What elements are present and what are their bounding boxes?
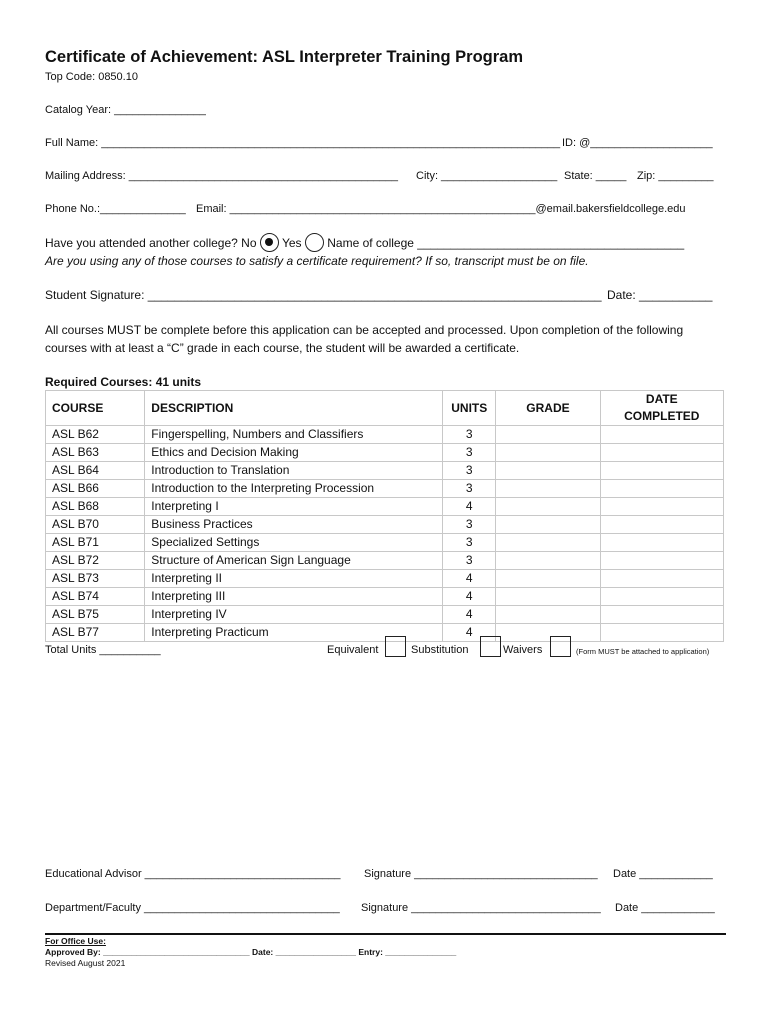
equivalent-label: Equivalent xyxy=(327,644,379,656)
required-courses-heading: Required Courses: 41 units xyxy=(45,375,202,389)
grade-cell[interactable] xyxy=(496,606,600,624)
substitution-label: Substitution xyxy=(411,644,469,656)
description-cell: Interpreting I xyxy=(145,498,443,516)
course-cell: ASL B77 xyxy=(46,624,145,642)
date-completed-header: DATE COMPLETED xyxy=(600,391,723,426)
units-cell: 4 xyxy=(443,570,496,588)
course-cell: ASL B71 xyxy=(46,534,145,552)
phone-field[interactable]: Phone No.:______________ xyxy=(45,203,186,215)
units-cell: 3 xyxy=(443,516,496,534)
table-row xyxy=(46,516,724,534)
description-cell: Business Practices xyxy=(145,516,443,534)
table-header-row xyxy=(46,391,724,426)
grade-cell[interactable] xyxy=(496,624,600,642)
grade-header: GRADE xyxy=(496,391,600,426)
zip-field[interactable]: Zip: _________ xyxy=(637,170,714,182)
state-field[interactable]: State: _____ xyxy=(564,170,627,182)
units-header: UNITS xyxy=(443,391,496,426)
office-approval-line: Approved By: _______________________________ Date: _________________ Entry: _______________ xyxy=(45,947,457,957)
units-cell: 4 xyxy=(443,498,496,516)
grade-cell[interactable] xyxy=(496,498,600,516)
units-cell: 4 xyxy=(443,588,496,606)
total-units-field[interactable]: Total Units __________ xyxy=(45,644,161,656)
course-cell: ASL B64 xyxy=(46,462,145,480)
units-cell: 3 xyxy=(443,552,496,570)
city-field[interactable]: City: ___________________ xyxy=(416,170,558,182)
other-college-question: Have you attended another college? xyxy=(45,236,238,250)
units-cell: 3 xyxy=(443,534,496,552)
description-cell: Ethics and Decision Making xyxy=(145,444,443,462)
units-cell: 3 xyxy=(443,444,496,462)
course-cell: ASL B75 xyxy=(46,606,145,624)
email-field[interactable]: Email: __________________________________________________@email.bakersfieldcollege.edu xyxy=(196,203,686,215)
advisor-date-field[interactable]: Date ____________ xyxy=(613,868,713,880)
office-use-title: For Office Use: xyxy=(45,936,106,946)
units-cell: 4 xyxy=(443,624,496,642)
course-cell: ASL B72 xyxy=(46,552,145,570)
description-cell: Interpreting II xyxy=(145,570,443,588)
full-name-field[interactable]: Full Name: ___________________________________________________________________________ xyxy=(45,137,561,149)
grade-cell[interactable] xyxy=(496,444,600,462)
date-completed-cell[interactable] xyxy=(600,480,723,498)
transcript-note: Are you using any of those courses to satisfy a certificate requirement? If so, transcript must be on file. xyxy=(45,254,589,268)
course-cell: ASL B74 xyxy=(46,588,145,606)
table-row xyxy=(46,426,724,444)
top-code: Top Code: 0850.10 xyxy=(45,71,138,83)
units-cell: 3 xyxy=(443,426,496,444)
date-completed-cell[interactable] xyxy=(600,570,723,588)
id-field[interactable]: ID: @____________________ xyxy=(562,137,713,149)
date-completed-cell[interactable] xyxy=(600,516,723,534)
department-date-field[interactable]: Date ____________ xyxy=(615,902,715,914)
date-completed-cell[interactable] xyxy=(600,462,723,480)
course-cell: ASL B66 xyxy=(46,480,145,498)
required-courses-table xyxy=(45,390,724,642)
date-completed-cell[interactable] xyxy=(600,606,723,624)
notice-line-2: courses with at least a “C” grade in each course, the student will be awarded a certificate. xyxy=(45,341,520,355)
description-cell: Interpreting III xyxy=(145,588,443,606)
table-row xyxy=(46,462,724,480)
table-row xyxy=(46,480,724,498)
department-signature-field[interactable]: Signature _______________________________ xyxy=(361,902,601,914)
description-cell: Introduction to Translation xyxy=(145,462,443,480)
waivers-label: Waivers xyxy=(503,644,543,656)
equivalent-checkbox[interactable] xyxy=(385,636,406,657)
mailing-address-field[interactable]: Mailing Address: ____________________________________________ xyxy=(45,170,398,182)
course-cell: ASL B62 xyxy=(46,426,145,444)
no-radio[interactable] xyxy=(260,233,279,252)
department-field[interactable]: Department/Faculty ________________________________ xyxy=(45,902,340,914)
course-cell: ASL B68 xyxy=(46,498,145,516)
advisor-signature-field[interactable]: Signature ______________________________ xyxy=(364,868,598,880)
other-college-row xyxy=(45,233,684,252)
catalog-year-field[interactable]: Catalog Year: _______________ xyxy=(45,104,206,116)
units-cell: 3 xyxy=(443,462,496,480)
grade-cell[interactable] xyxy=(496,588,600,606)
course-header: COURSE xyxy=(46,391,145,426)
office-use-block xyxy=(45,936,456,969)
units-cell: 4 xyxy=(443,606,496,624)
waivers-checkbox[interactable] xyxy=(550,636,571,657)
substitution-checkbox[interactable] xyxy=(480,636,501,657)
notice-line-1: All courses MUST be complete before this application can be accepted and processed. Upon completion of the following xyxy=(45,323,684,337)
date-completed-cell[interactable] xyxy=(600,534,723,552)
form-title: Certificate of Achievement: ASL Interpreter Training Program xyxy=(45,48,524,66)
course-cell: ASL B70 xyxy=(46,516,145,534)
date-completed-cell[interactable] xyxy=(600,588,723,606)
date-completed-cell[interactable] xyxy=(600,498,723,516)
form-attachment-note: (Form MUST be attached to application) xyxy=(576,647,710,656)
description-cell: Introduction to the Interpreting Procession xyxy=(145,480,443,498)
table-row xyxy=(46,534,724,552)
table-row xyxy=(46,552,724,570)
student-signature-field[interactable]: Student Signature: ____________________________________________________________________ xyxy=(45,288,602,302)
course-cell: ASL B63 xyxy=(46,444,145,462)
table-row xyxy=(46,606,724,624)
description-cell: Structure of American Sign Language xyxy=(145,552,443,570)
course-rows xyxy=(46,426,724,642)
table-row xyxy=(46,444,724,462)
table-row xyxy=(46,498,724,516)
revision-note: Revised August 2021 xyxy=(45,958,126,968)
course-cell: ASL B73 xyxy=(46,570,145,588)
no-label: No xyxy=(241,236,257,250)
date-completed-cell[interactable] xyxy=(600,426,723,444)
date-completed-cell[interactable] xyxy=(600,624,723,642)
description-cell: Interpreting Practicum xyxy=(145,624,443,642)
description-cell: Fingerspelling, Numbers and Classifiers xyxy=(145,426,443,444)
college-name-field[interactable]: Name of college ________________________________________ xyxy=(327,236,685,250)
grade-cell[interactable] xyxy=(496,516,600,534)
grade-cell[interactable] xyxy=(496,552,600,570)
advisor-field[interactable]: Educational Advisor ________________________________ xyxy=(45,868,341,880)
grade-cell[interactable] xyxy=(496,570,600,588)
table-row xyxy=(46,588,724,606)
grade-cell[interactable] xyxy=(496,534,600,552)
description-header: DESCRIPTION xyxy=(145,391,443,426)
yes-label: Yes xyxy=(281,236,302,250)
units-cell: 3 xyxy=(443,480,496,498)
date-completed-cell[interactable] xyxy=(600,552,723,570)
office-divider xyxy=(45,933,726,935)
table-row xyxy=(46,570,724,588)
signature-date-field[interactable]: Date: ___________ xyxy=(607,288,713,302)
description-cell: Specialized Settings xyxy=(145,534,443,552)
yes-radio[interactable] xyxy=(305,233,324,252)
grade-cell[interactable] xyxy=(496,480,600,498)
description-cell: Interpreting IV xyxy=(145,606,443,624)
date-completed-cell[interactable] xyxy=(600,444,723,462)
grade-cell[interactable] xyxy=(496,426,600,444)
grade-cell[interactable] xyxy=(496,462,600,480)
